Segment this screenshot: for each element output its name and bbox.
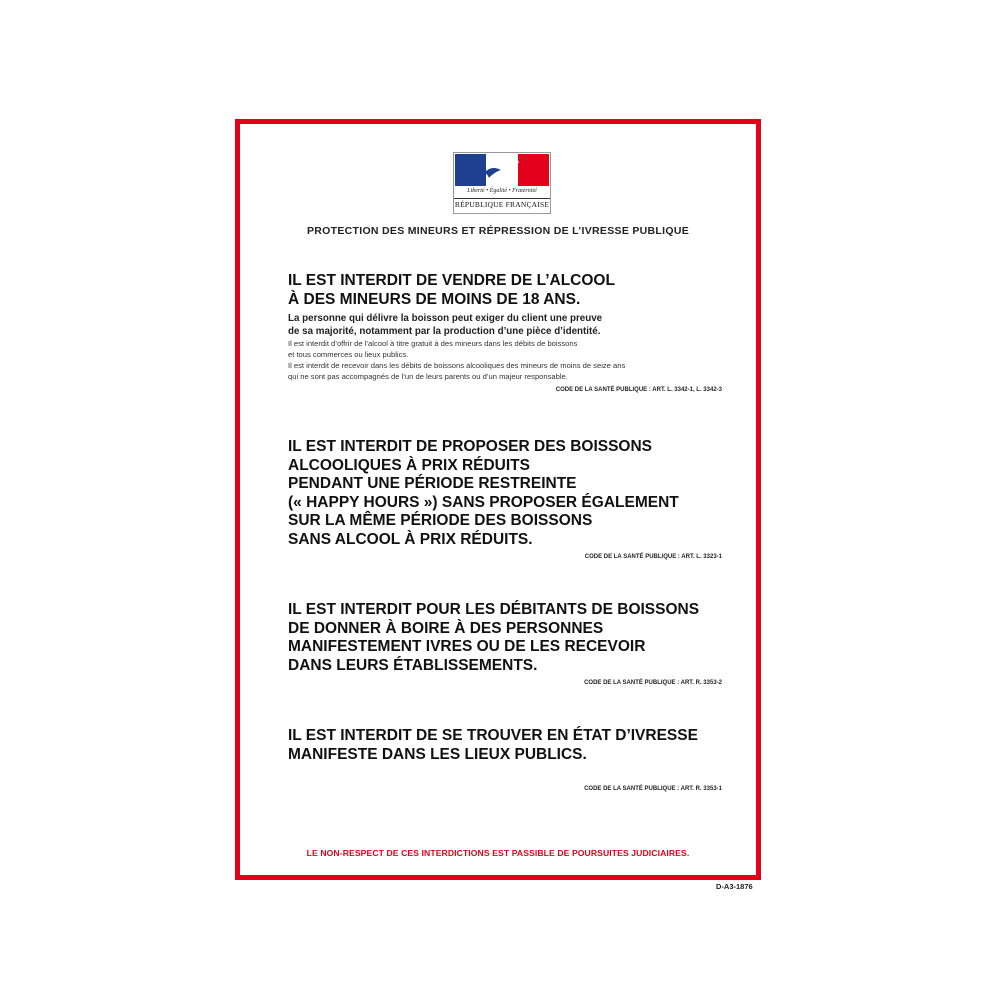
heading-line: SUR LA MÊME PÉRIODE DES BOISSONS bbox=[288, 512, 593, 529]
detail-line: et tous commerces ou lieux publics. bbox=[288, 350, 409, 359]
section-lead bbox=[288, 312, 728, 338]
heading-line: À DES MINEURS DE MOINS DE 18 ANS. bbox=[288, 290, 581, 308]
republique-francaise-logo bbox=[453, 152, 551, 214]
section-heading bbox=[288, 727, 728, 764]
heading-line: DANS LEURS ÉTABLISSEMENTS. bbox=[288, 656, 538, 674]
heading-line: IL EST INTERDIT DE PROPOSER DES BOISSONS bbox=[288, 438, 653, 455]
section-happy-hours bbox=[288, 438, 728, 560]
heading-line: ALCOOLIQUES À PRIX RÉDUITS bbox=[288, 456, 530, 474]
lead-line: de sa majorité, notamment par la production d’une pièce d’identité. bbox=[288, 326, 601, 337]
legal-reference: CODE DE LA SANTÉ PUBLIQUE : ART. R. 3353-1 bbox=[584, 786, 722, 792]
lead-line: La personne qui délivre la boisson peut exiger du client une preuve bbox=[288, 313, 603, 324]
heading-line: IL EST INTERDIT DE VENDRE DE L’ALCOOL bbox=[288, 272, 615, 289]
section-public-drunkenness bbox=[288, 727, 728, 792]
heading-line: DE DONNER À BOIRE À DES PERSONNES bbox=[288, 619, 604, 637]
heading-line: (« HAPPY HOURS ») SANS PROPOSER ÉGALEMENT bbox=[288, 493, 679, 511]
legal-reference: CODE DE LA SANTÉ PUBLIQUE : ART. L. 3323-1 bbox=[584, 554, 722, 560]
heading-line: IL EST INTERDIT POUR LES DÉBITANTS DE BOISSONS bbox=[288, 601, 700, 618]
heading-line: SANS ALCOOL À PRIX RÉDUITS. bbox=[288, 530, 533, 548]
section-heading bbox=[288, 272, 728, 309]
section-drunk-persons bbox=[288, 601, 728, 686]
page-subtitle: PROTECTION DES MINEURS ET RÉPRESSION DE L’IVRESSE PUBLIQUE bbox=[306, 225, 690, 237]
section-details bbox=[288, 338, 728, 382]
heading-line: PENDANT UNE PÉRIODE RESTREINTE bbox=[288, 475, 577, 492]
logo-motto: Liberté • Égalité • Fraternité bbox=[467, 188, 537, 194]
heading-line: MANIFESTEMENT IVRES OU DE LES RECEVOIR bbox=[288, 638, 646, 655]
logo-name: RÉPUBLIQUE FRANÇAISE bbox=[454, 200, 550, 209]
heading-line: MANIFESTE DANS LES LIEUX PUBLICS. bbox=[288, 745, 587, 763]
section-heading bbox=[288, 601, 728, 675]
legal-reference: CODE DE LA SANTÉ PUBLIQUE : ART. L. 3342-1, L. 3342-3 bbox=[555, 387, 722, 393]
poster-frame bbox=[235, 119, 761, 880]
detail-line: Il est interdit d’offrir de l’alcool à titre gratuit à des mineurs dans les débits de boissons bbox=[288, 339, 578, 348]
section-minors bbox=[288, 272, 728, 393]
legal-reference: CODE DE LA SANTÉ PUBLIQUE : ART. R. 3353-2 bbox=[584, 680, 722, 686]
legal-warning: LE NON-RESPECT DE CES INTERDICTIONS EST PASSIBLE DE POURSUITES JUDICIAIRES. bbox=[306, 848, 690, 858]
section-heading bbox=[288, 438, 728, 549]
product-code: D-A3-1876 bbox=[716, 882, 753, 891]
detail-line: qui ne sont pas accompagnés de l’un de leurs parents ou d’un majeur responsable. bbox=[288, 372, 568, 381]
marianne-profile-icon bbox=[455, 154, 549, 186]
heading-line: IL EST INTERDIT DE SE TROUVER EN ÉTAT D’IVRESSE bbox=[288, 727, 698, 744]
detail-line: Il est interdit de recevoir dans les débits de boissons alcooliques des mineurs de moins de seize ans bbox=[288, 361, 626, 370]
